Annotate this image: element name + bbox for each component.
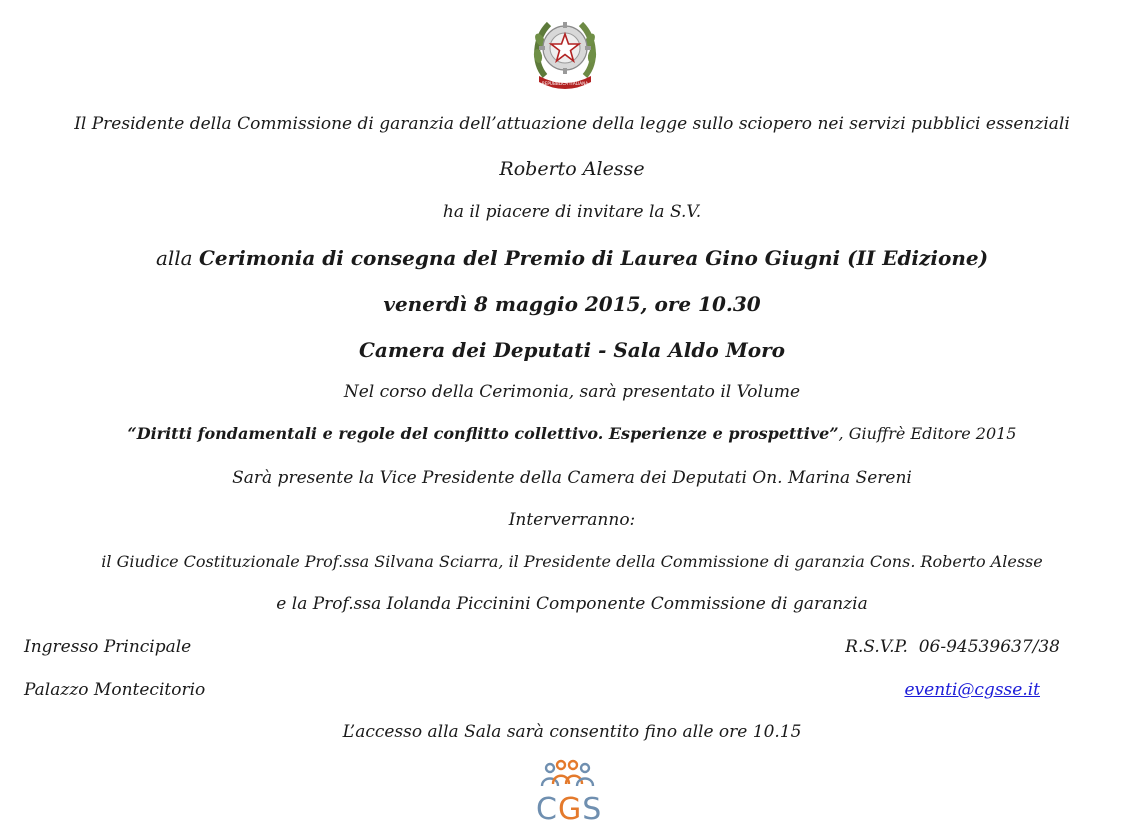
event-date: venerdì 8 maggio 2015, ore 10.30 <box>383 292 761 316</box>
volume-publisher: , Giuffrè Editore 2015 <box>838 424 1017 443</box>
speakers-line-1: il Giudice Costituzionale Prof.ssa Silvana Sciarra, il Presidente della Commissione di garanzia Cons. Roberto Alesse <box>101 552 1043 571</box>
volume-intro: Nel corso della Cerimonia, sarà presentato il Volume <box>343 382 801 402</box>
entrance-line-2: Palazzo Montecitorio <box>24 680 206 700</box>
invite-line: ha il piacere di invitare la S.V. <box>442 202 702 222</box>
event-title-main: Cerimonia di consegna del Premio di Laurea Gino Giugni (II Edizione) <box>198 246 989 270</box>
logo-letter-g: G <box>557 792 583 827</box>
guest-presence: Sarà presente la Vice Presidente della Camera dei Deputati On. Marina Sereni <box>232 468 912 488</box>
access-note: L’accesso alla Sala sarà consentito fino alle ore 10.15 <box>342 722 802 742</box>
event-title-prefix: alla <box>155 246 199 270</box>
logo-letter-c: C <box>536 792 558 827</box>
speakers-heading: Interverranno: <box>508 510 636 530</box>
cgs-people-logo-icon <box>536 758 600 792</box>
rsvp-phone: R.S.V.P. 06-94539637/38 <box>845 637 1060 657</box>
cgs-wordmark <box>536 792 603 827</box>
entrance-line-1: Ingresso Principale <box>24 637 192 657</box>
logo-letter-s: S <box>582 792 603 827</box>
svg-text:REPUBBLICA ITALIANA: REPUBBLICA ITALIANA <box>541 81 589 86</box>
speakers-line-2: e la Prof.ssa Iolanda Piccinini Componente Commissione di garanzia <box>276 594 868 614</box>
italian-republic-emblem-icon <box>531 10 599 94</box>
email-link[interactable]: eventi@cgsse.it <box>904 680 1040 700</box>
volume-title: “Diritti fondamentali e regole del conflitto collettivo. Esperienze e prospettive” <box>127 424 839 443</box>
issuer-name: Roberto Alesse <box>499 158 645 180</box>
event-venue: Camera dei Deputati - Sala Aldo Moro <box>358 338 786 362</box>
event-title <box>0 246 1144 270</box>
issuer-role: Il Presidente della Commissione di garanzia dell’attuazione della legge sullo sciopero nei servizi pubblici essenziali <box>74 114 1070 134</box>
volume-line <box>0 424 1144 443</box>
cgs-logo <box>536 758 603 834</box>
